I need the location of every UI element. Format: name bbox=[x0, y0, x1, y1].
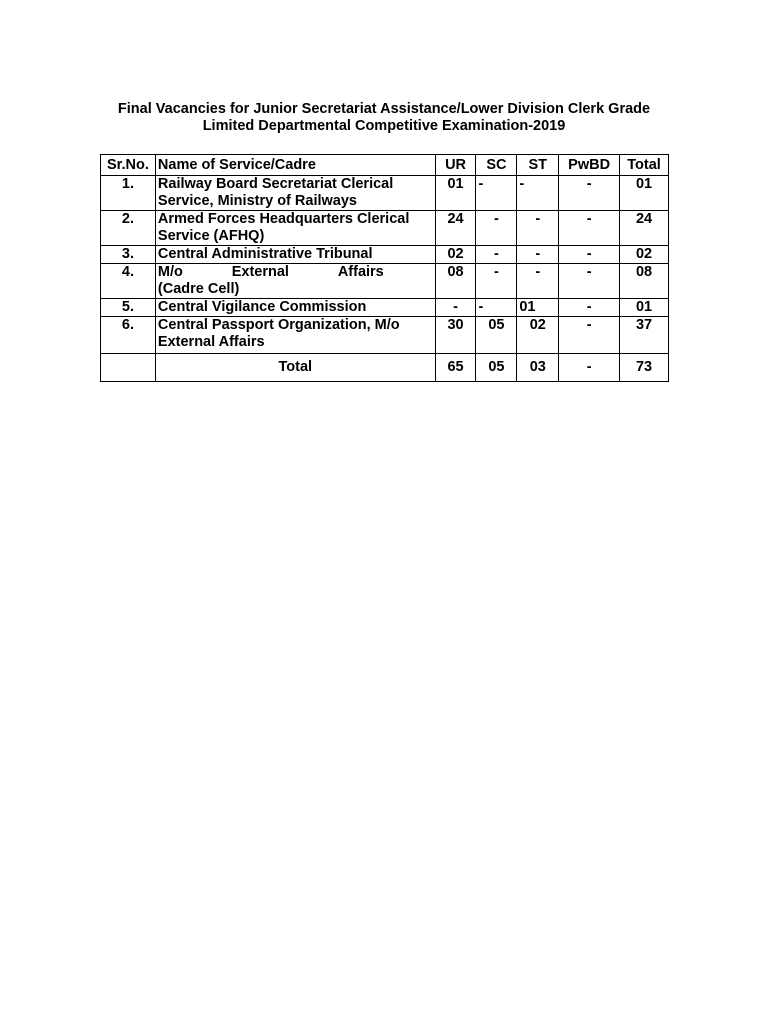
cell-name bbox=[155, 317, 435, 354]
header-pwbd: PwBD bbox=[559, 155, 620, 176]
cell-name-line bbox=[158, 264, 433, 281]
cell-sr: 3. bbox=[101, 246, 156, 264]
cell-sc: - bbox=[476, 176, 517, 211]
cell-total: 08 bbox=[620, 264, 669, 299]
header-sr-no: Sr.No. bbox=[101, 155, 156, 176]
cell-sc: - bbox=[476, 211, 517, 246]
cell-pwbd: - bbox=[559, 299, 620, 317]
cell-sr: 1. bbox=[101, 176, 156, 211]
cell-name-word: Affairs bbox=[337, 264, 384, 280]
cell-sc: - bbox=[476, 264, 517, 299]
cell-sc: 05 bbox=[476, 317, 517, 354]
cell-name-line: Railway Board Secretariat Clerical bbox=[157, 176, 394, 192]
cell-pwbd: - bbox=[559, 264, 620, 299]
cell-sr: 2. bbox=[101, 211, 156, 246]
header-ur: UR bbox=[435, 155, 476, 176]
cell-name bbox=[155, 211, 435, 246]
cell-name bbox=[155, 176, 435, 211]
cell-total-label: Total bbox=[155, 354, 435, 382]
cell-name-word: M/o bbox=[157, 264, 183, 280]
cell-name: Central Administrative Tribunal bbox=[155, 246, 435, 264]
cell-ur: 65 bbox=[435, 354, 476, 382]
cell-ur: 24 bbox=[435, 211, 476, 246]
cell-ur: 02 bbox=[435, 246, 476, 264]
cell-ur: 08 bbox=[435, 264, 476, 299]
cell-total: 24 bbox=[620, 211, 669, 246]
table-total-row bbox=[101, 354, 669, 382]
cell-name-line: Service (AFHQ) bbox=[157, 228, 265, 244]
cell-name bbox=[155, 264, 435, 299]
cell-pwbd: - bbox=[559, 354, 620, 382]
cell-sc: 05 bbox=[476, 354, 517, 382]
header-st: ST bbox=[517, 155, 559, 176]
cell-total: 37 bbox=[620, 317, 669, 354]
cell-st: - bbox=[517, 211, 559, 246]
cell-ur: - bbox=[435, 299, 476, 317]
cell-sc: - bbox=[476, 246, 517, 264]
cell-pwbd: - bbox=[559, 317, 620, 354]
cell-sr: 5. bbox=[101, 299, 156, 317]
cell-name-line: External Affairs bbox=[157, 334, 265, 350]
cell-name-line: Service, Ministry of Railways bbox=[157, 193, 357, 209]
document-title bbox=[80, 101, 688, 135]
cell-total: 73 bbox=[620, 354, 669, 382]
cell-pwbd: - bbox=[559, 176, 620, 211]
cell-name: Central Vigilance Commission bbox=[155, 299, 435, 317]
cell-total: 02 bbox=[620, 246, 669, 264]
cell-sr-empty bbox=[101, 354, 156, 382]
cell-st: 01 bbox=[517, 299, 559, 317]
vacancies-table bbox=[100, 154, 669, 382]
cell-st: - bbox=[517, 176, 559, 211]
cell-st: 02 bbox=[517, 317, 559, 354]
cell-name-line: Armed Forces Headquarters Clerical bbox=[157, 211, 410, 227]
table-header-row bbox=[101, 155, 669, 176]
table-row bbox=[101, 246, 669, 264]
cell-name-word: External bbox=[231, 264, 289, 280]
cell-total: 01 bbox=[620, 176, 669, 211]
table-row bbox=[101, 176, 669, 211]
table-row bbox=[101, 211, 669, 246]
cell-ur: 01 bbox=[435, 176, 476, 211]
cell-st: 03 bbox=[517, 354, 559, 382]
title-line-1: Final Vacancies for Junior Secretariat Assistance/Lower Division Clerk Grade bbox=[117, 101, 651, 117]
cell-pwbd: - bbox=[559, 211, 620, 246]
header-total: Total bbox=[620, 155, 669, 176]
table-row bbox=[101, 317, 669, 354]
cell-pwbd: - bbox=[559, 246, 620, 264]
table-row bbox=[101, 264, 669, 299]
title-line-2: Limited Departmental Competitive Examination-2019 bbox=[202, 118, 566, 134]
cell-sr: 4. bbox=[101, 264, 156, 299]
cell-sc: - bbox=[476, 299, 517, 317]
cell-sr: 6. bbox=[101, 317, 156, 354]
cell-st: - bbox=[517, 264, 559, 299]
header-sc: SC bbox=[476, 155, 517, 176]
cell-name-line: (Cadre Cell) bbox=[157, 281, 240, 297]
cell-ur: 30 bbox=[435, 317, 476, 354]
cell-st: - bbox=[517, 246, 559, 264]
table-row bbox=[101, 299, 669, 317]
header-name: Name of Service/Cadre bbox=[155, 155, 435, 176]
cell-total: 01 bbox=[620, 299, 669, 317]
cell-name-line: Central Passport Organization, M/o bbox=[157, 317, 400, 333]
